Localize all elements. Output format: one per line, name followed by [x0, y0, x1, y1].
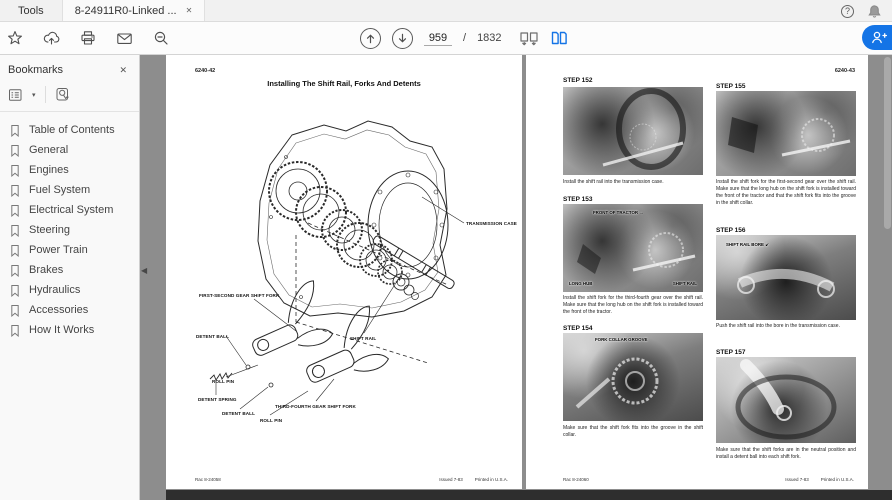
diagram-label-transmission-case: TRANSMISSION CASE — [466, 221, 517, 226]
tab-bar — [0, 0, 892, 22]
step-157-caption: Make sure that the shift forks are in the neutral position and install a detent ball into each shift fork. — [716, 447, 856, 460]
bookmarks-header — [0, 55, 139, 81]
page-title: Installing The Shift Rail, Forks And Detents — [267, 79, 421, 88]
bookmark-icon — [10, 264, 20, 277]
toolbar-center-group — [360, 22, 569, 54]
bookmarks-toolbar — [0, 81, 139, 112]
sidebar-item-fuel-system[interactable] — [0, 180, 139, 200]
sidebar-item-electrical-system[interactable] — [0, 200, 139, 220]
page-left — [166, 55, 522, 489]
footer-issued: Issued 7-83 — [785, 477, 809, 482]
share-people-button[interactable] — [862, 25, 892, 50]
page-total: 1832 — [477, 32, 502, 44]
bookmark-icon — [10, 124, 20, 137]
share-file-icon[interactable] — [43, 30, 60, 46]
diagram-label-shift-rail: SHIFT RAIL — [350, 336, 377, 341]
tab-tools[interactable] — [0, 0, 62, 21]
step-152-caption: Install the shift rail into the transmission case. — [563, 179, 664, 185]
photo-label-front-of-tractor: FRONT OF TRACTOR → — [593, 210, 644, 215]
divider — [45, 86, 46, 103]
sidebar-item-label: Power Train — [29, 244, 88, 256]
step-155-heading: STEP 155 — [716, 83, 746, 90]
step-153-heading: STEP 153 — [563, 196, 593, 203]
photo-label-long-hub: LONG HUB — [569, 281, 593, 286]
tab-close-icon[interactable]: ✕ — [185, 6, 193, 15]
sidebar-item-hydraulics[interactable] — [0, 280, 139, 300]
arrow-down-left-icon: ↙ — [765, 242, 769, 247]
step-157-heading: STEP 157 — [716, 349, 746, 356]
page-number-label: 6240-42 — [195, 68, 216, 74]
star-icon[interactable] — [7, 30, 23, 46]
bookmark-icon — [10, 324, 20, 337]
sidebar-item-label: Table of Contents — [29, 124, 115, 136]
close-panel-icon[interactable]: ✕ — [119, 64, 127, 75]
next-page-edge — [166, 490, 892, 500]
step-154-photo — [563, 333, 703, 421]
tab-document[interactable] — [62, 0, 206, 21]
sidebar-item-label: Electrical System — [29, 204, 114, 216]
bookmark-icon — [10, 204, 20, 217]
bookmark-icon — [10, 284, 20, 297]
print-icon[interactable] — [80, 30, 96, 46]
bookmarks-panel — [0, 55, 140, 500]
page-right — [526, 55, 868, 489]
bookmark-icon — [10, 184, 20, 197]
step-152-heading: STEP 152 — [563, 77, 593, 84]
page-scrolling-icon[interactable] — [519, 30, 539, 47]
sidebar-item-label: How It Works — [29, 324, 95, 336]
email-icon[interactable] — [116, 31, 133, 46]
vertical-scrollbar[interactable] — [883, 55, 892, 490]
step-153-caption: Install the shift fork for the third-fourth gear over the shift rail. Make sure that the long hub on the shift fork is installed toward the front of the tractor. — [563, 295, 703, 315]
scrollbar-thumb[interactable] — [884, 57, 891, 229]
footer-code: Rac 8-24058 — [195, 477, 221, 482]
bookmark-icon — [10, 224, 20, 237]
diagram-label-third-fourth-fork: THIRD-FOURTH GEAR SHIFT FORK — [275, 404, 356, 409]
help-icon[interactable]: ? — [841, 5, 854, 18]
footer-printed: Printed in U.S.A. — [474, 477, 508, 482]
sidebar-item-table-of-contents[interactable] — [0, 120, 139, 140]
sidebar-item-label: Engines — [29, 164, 69, 176]
bookmark-icon — [10, 244, 20, 257]
page-number-input[interactable] — [424, 30, 452, 46]
sidebar-item-accessories[interactable] — [0, 300, 139, 320]
step-155-photo — [716, 91, 856, 176]
sidebar-item-label: Hydraulics — [29, 284, 81, 296]
diagram-label-first-second-fork: FIRST-SECOND GEAR SHIFT FORK — [199, 293, 280, 298]
page-number-label: 6240-43 — [834, 68, 855, 74]
photo-label-fork-collar-groove: FORK COLLAR GROOVE — [595, 337, 648, 342]
sidebar-item-label: General — [29, 144, 69, 156]
sidebar-item-label: Brakes — [29, 264, 64, 276]
sidebar-item-label: Accessories — [29, 304, 89, 316]
step-153-photo — [563, 204, 703, 292]
bookmark-icon — [10, 144, 20, 157]
tab-tools-label: Tools — [18, 4, 44, 17]
diagram-label-roll-pin-b: ROLL PIN — [260, 418, 283, 423]
topbar-right — [841, 0, 882, 22]
footer-issued: Issued 7-83 — [439, 477, 463, 482]
sidebar-item-brakes[interactable] — [0, 260, 139, 280]
arrow-right-icon: → — [639, 210, 644, 215]
bookmark-icon — [10, 304, 20, 317]
step-154-heading: STEP 154 — [563, 325, 593, 332]
photo-label-shift-rail: SHIFT RAIL — [672, 281, 697, 286]
sidebar-item-power-train[interactable] — [0, 240, 139, 260]
diagram-label-detent-spring: DETENT SPRING — [198, 397, 237, 402]
sidebar-item-steering[interactable] — [0, 220, 139, 240]
chevron-down-icon[interactable]: ▾ — [32, 91, 36, 99]
page-footer — [195, 477, 508, 482]
search-icon[interactable] — [153, 30, 169, 46]
bookmark-options-icon[interactable] — [8, 88, 23, 102]
locate-bookmark-icon[interactable] — [55, 87, 70, 102]
bell-icon[interactable] — [867, 4, 882, 19]
diagram-label-detent-ball-a: DETENT BALL — [196, 334, 229, 339]
step-156-heading: STEP 156 — [716, 227, 746, 234]
step-156-photo — [716, 235, 856, 320]
previous-page-icon[interactable] — [360, 28, 381, 49]
step-156-caption: Push the shift rail into the bore in the transmission case. — [716, 323, 840, 329]
step-152-photo — [563, 87, 703, 175]
sidebar-item-how-it-works[interactable] — [0, 320, 139, 340]
page-separator: / — [463, 32, 467, 44]
collapse-panel-icon[interactable]: ◀ — [141, 266, 148, 275]
diagram-label-detent-ball-b: DETENT BALL — [222, 411, 255, 416]
step-154-caption: Make sure that the shift fork fits into the groove in the shift collar. — [563, 425, 703, 438]
bookmark-icon — [10, 164, 20, 177]
sidebar-item-engines[interactable] — [0, 160, 139, 180]
bookmarks-list — [0, 112, 139, 348]
sidebar-item-label: Steering — [29, 224, 70, 236]
tab-document-label: 8-24911R0-Linked ... — [74, 4, 177, 17]
transmission-diagram — [196, 117, 506, 442]
toolbar — [0, 22, 892, 55]
toolbar-left-group — [7, 22, 169, 54]
sidebar-item-label: Fuel System — [29, 184, 91, 196]
bookmarks-title: Bookmarks — [8, 64, 64, 76]
document-viewer — [140, 55, 892, 500]
sidebar-item-general[interactable] — [0, 140, 139, 160]
footer-printed: Printed in U.S.A. — [820, 477, 854, 482]
page-footer — [563, 477, 854, 482]
next-page-icon[interactable] — [392, 28, 413, 49]
photo-label-shift-rail-bore: SHIFT RAIL BORE ↙ — [726, 242, 769, 247]
step-157-photo — [716, 357, 856, 443]
diagram-label-roll-pin-a: ROLL PIN — [212, 379, 235, 384]
footer-code: Rac 8-24060 — [563, 477, 589, 482]
step-155-caption: Install the shift fork for the first-second gear over the shift rail. Make sure that the long hub on the shift fork is installed toward the front of the tractor and that the shift fork fits into the groove in the shift collar. — [716, 179, 856, 206]
two-page-view-icon[interactable] — [550, 30, 569, 46]
